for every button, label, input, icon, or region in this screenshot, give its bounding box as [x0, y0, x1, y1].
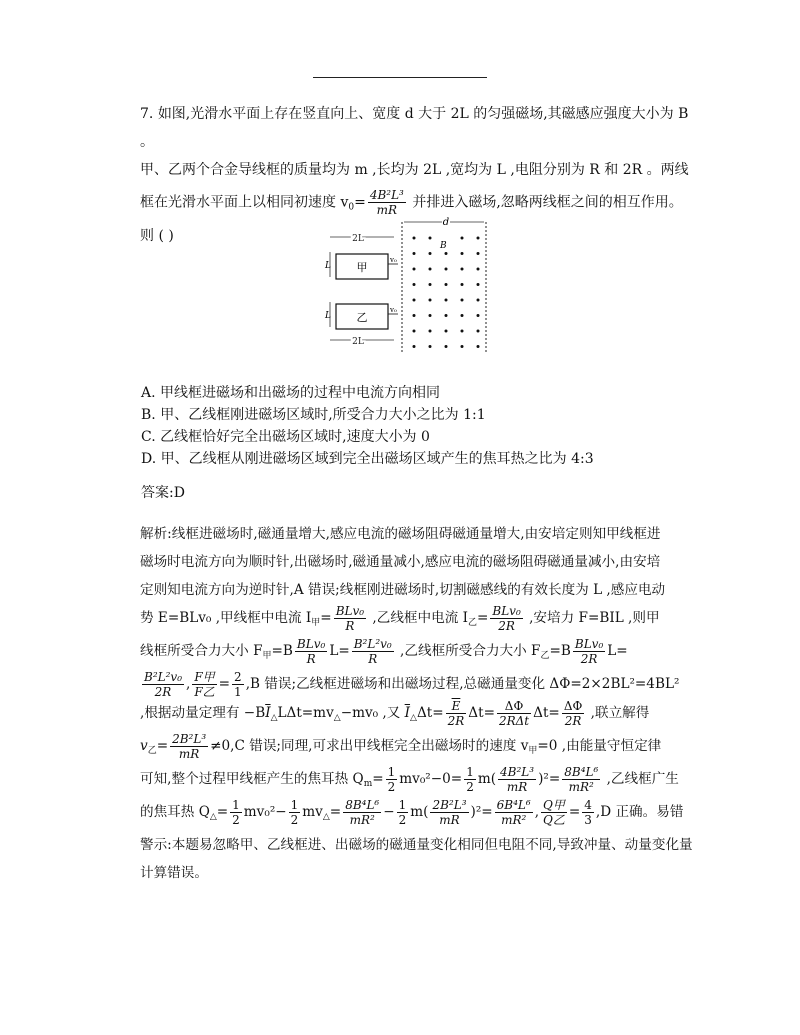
option-c: C. 乙线框恰好完全出磁场区域时,速度大小为 0: [141, 429, 430, 445]
field-dot: [461, 314, 464, 317]
field-dot: [429, 345, 432, 348]
question-line-4: 则 ( ): [140, 227, 174, 244]
question-line-1: [140, 100, 700, 156]
field-dot: [413, 345, 416, 348]
exp-line-8: $v_乙=$ $\frac{\text{2B²L³}}{mR}$ ≠0,C 错误;同理,可求出甲线框完全出磁场时的速度 $v_甲=0$ ,由能量守恒定律: [140, 732, 662, 761]
field-dot: [477, 252, 480, 255]
answer: 答案:D: [141, 485, 185, 501]
field-dot: [477, 330, 480, 333]
v0-label-jia: v₀: [390, 256, 397, 264]
label-2L-top: 2L: [352, 234, 364, 244]
field-dot: [429, 252, 432, 255]
field-dot: [429, 237, 432, 240]
v0-numerator: 4B²L³: [369, 188, 404, 202]
field-dot: [413, 299, 416, 302]
field-dots: [413, 237, 480, 349]
field-dot: [413, 283, 416, 286]
question-text-1: 如图,光滑水平面上存在竖直向上、宽度 d 大于 2L 的匀强磁场,其磁感应强度大小为 B 。: [140, 106, 689, 150]
field-dot: [445, 299, 448, 302]
label-B: B: [440, 241, 447, 251]
field-dot: [445, 345, 448, 348]
field-dot: [461, 237, 464, 240]
field-dot: [413, 330, 416, 333]
exp-line-7: ,根据动量定理有 $-B\overline{I}_\triangle L\Delta t=mv_\triangle-mv_0$ ,又 $\overline{I}_\triangle\Delta t=$ $\frac{\overline{E}}{2R}$ Δt= $\frac{\Delta\Phi}{\text{2RΔt}}$ Δt= $\frac{\Delta\Phi}{2R}$ ,联立解得: [140, 699, 650, 728]
field-dot: [429, 268, 432, 271]
magnetic-field-figure: [318, 212, 490, 354]
field-dot: [429, 314, 432, 317]
exp-line-11: 警示:本题易忽略甲、乙线框进、出磁场的磁通量变化相同但电阻不同,导致冲量、动量变化量: [140, 837, 693, 853]
field-dot: [429, 299, 432, 302]
field-dot: [429, 283, 432, 286]
exp-line-2: 磁场时电流方向为顺时针,出磁场时,磁通量减小,感应电流的磁场阻碍磁通量减小,由安培: [140, 554, 661, 570]
field-dot: [413, 314, 416, 317]
field-dot: [477, 314, 480, 317]
v0-label-yi: v₀: [390, 306, 397, 314]
question-text-3a: 框在光滑水平面上以相同初速度 v: [140, 194, 349, 211]
field-dot: [461, 283, 464, 286]
exp-line-4: 势 E=BLv₀ ,甲线框中电流 $I_甲=$ $\frac{\text{BLv₀}}{R}$ ,乙线框中电流 $I_乙=$ $\frac{\text{BLv₀}}{2R}$ ,安培力 F=BIL ,则甲: [140, 604, 660, 633]
exp-line-9: 可知,整个过程甲线框产生的焦耳热 $Q_m=$ $\frac{1}{2}$ mv₀²−0= $\frac{1}{2}$ m( $\frac{\text{4B²L³}}{mR}$ )²= $\frac{\text{8B⁴L⁶}}{\text{mR²}}$ ,乙线框广生: [140, 765, 679, 794]
label-L-top: L: [325, 261, 331, 271]
field-dot: [461, 330, 464, 333]
exp-line-3: 定则知电流方向为逆时针,A 错误;线框刚进磁场时,切割磁感线的有效长度为 L ,感应电动: [140, 582, 666, 598]
question-line-2: 甲、乙两个合金导线框的质量均为 m ,长均为 2L ,宽均为 L ,电阻分别为 R 和 2R 。两线: [140, 162, 689, 178]
frame-jia-label: 甲: [356, 261, 368, 274]
v0-denominator: mR: [376, 203, 398, 217]
option-b: B. 甲、乙线框刚进磁场区域时,所受合力大小之比为 1:1: [141, 407, 486, 423]
label-L-bottom: L: [325, 311, 331, 321]
exp-line-1: 解析:线框进磁场时,磁通量增大,感应电流的磁场阻碍磁通量增大,由安培定则知甲线框进: [140, 526, 661, 542]
field-dot: [429, 330, 432, 333]
exp-line-10: 的焦耳热 $Q_\triangle=$ $\frac{1}{2}$ mv₀²− $\frac{1}{2}$ $mv_\triangle=$ $\frac{\text{8B⁴L⁶}}{\text{mR²}}$ − $\frac{1}{2}$ m( $\frac{\text{2B²L³}}{mR}$ )²= $\frac{\text{6B⁴L⁶}}{\text{mR²}}$ , $\frac{\text{Q甲}}{\text{Q乙}}$ = $\frac{4}{3}$ ,D 正确。易错: [140, 798, 684, 827]
field-dot: [445, 268, 448, 271]
field-dot: [413, 268, 416, 271]
field-dot: [445, 252, 448, 255]
field-dot: [461, 268, 464, 271]
field-dot: [461, 252, 464, 255]
field-dot: [461, 299, 464, 302]
top-rule: [313, 77, 487, 78]
field-dot: [477, 237, 480, 240]
option-a: A. 甲线框进磁场和出磁场的过程中电流方向相同: [141, 385, 441, 401]
field-dot: [445, 314, 448, 317]
field-dot: [413, 252, 416, 255]
question-number: 7.: [140, 106, 154, 122]
field-dot: [445, 283, 448, 286]
field-dot: [445, 330, 448, 333]
option-d: D. 甲、乙线框从刚进磁场区域到完全出磁场区域产生的焦耳热之比为 4:3: [141, 451, 594, 467]
field-dot: [477, 283, 480, 286]
label-d: d: [442, 217, 450, 228]
field-dot: [477, 345, 480, 348]
field-dot: [477, 268, 480, 271]
question-line-3: 框在光滑水平面上以相同初速度 $v_0=$ $\frac{\text{4B²L³}}{mR}$ 并排进入磁场,忽略两线框之间的相互作用。: [140, 188, 683, 217]
field-dot: [477, 299, 480, 302]
explanation-block: [140, 520, 700, 887]
exp-line-5: 线框所受合力大小 $F_甲=B$ $\frac{\text{BLv₀}}{R}$ L= $\frac{\text{B²L²v₀}}{R}$ ,乙线框所受合力大小 $F_乙=B$ $\frac{\text{BLv₀}}{2R}$ L=: [140, 637, 628, 666]
exp-line-12: 计算错误。: [140, 865, 208, 881]
question-text-3b: 并排进入磁场,忽略两线框之间的相互作用。: [407, 194, 683, 211]
label-2L-bottom: 2L: [352, 337, 364, 347]
frame-yi-label: 乙: [356, 311, 368, 324]
field-dot: [461, 345, 464, 348]
field-dot: [413, 237, 416, 240]
exp-line-6: $\frac{\text{B²L²v₀}}{2R}$ , $\frac{\text{F甲}}{\text{F乙}}$ = $\frac{2}{1}$ ,B 错误;乙线框进磁场和出磁场过程,总磁通量变化 ΔΦ=2×2BL²=4BL²: [144, 670, 680, 699]
